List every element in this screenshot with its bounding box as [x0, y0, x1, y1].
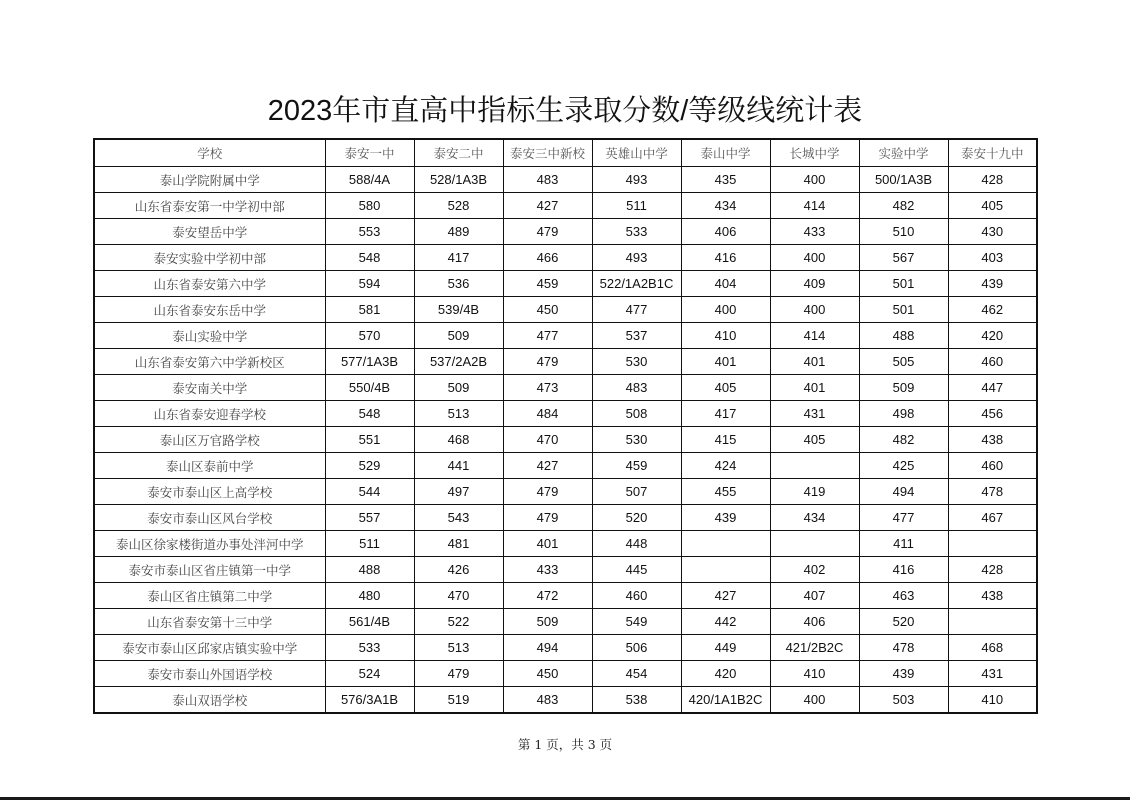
school-name-cell: 泰山双语学校 — [94, 687, 325, 714]
table-body — [94, 167, 1037, 714]
score-cell: 530 — [592, 349, 681, 375]
score-cell: 484 — [503, 401, 592, 427]
score-cell: 407 — [770, 583, 859, 609]
score-cell: 449 — [681, 635, 770, 661]
column-header-score: 泰山中学 — [681, 139, 770, 167]
score-cell: 472 — [503, 583, 592, 609]
school-name-cell: 泰安市泰山区省庄镇第一中学 — [94, 557, 325, 583]
school-name-cell: 泰安市泰山区邱家店镇实验中学 — [94, 635, 325, 661]
score-cell: 428 — [948, 557, 1037, 583]
score-cell: 549 — [592, 609, 681, 635]
score-cell: 488 — [859, 323, 948, 349]
school-name-cell: 泰山实验中学 — [94, 323, 325, 349]
table-row — [94, 635, 1037, 661]
score-cell: 400 — [681, 297, 770, 323]
score-cell: 483 — [592, 375, 681, 401]
score-cell: 459 — [503, 271, 592, 297]
column-header-score: 长城中学 — [770, 139, 859, 167]
score-cell: 528/1A3B — [414, 167, 503, 193]
score-cell: 520 — [592, 505, 681, 531]
score-cell: 479 — [503, 219, 592, 245]
score-cell: 400 — [770, 687, 859, 714]
score-cell: 553 — [325, 219, 414, 245]
score-cell: 400 — [770, 297, 859, 323]
score-cell: 551 — [325, 427, 414, 453]
table-row — [94, 193, 1037, 219]
score-cell — [948, 531, 1037, 557]
score-cell: 494 — [503, 635, 592, 661]
table-row — [94, 531, 1037, 557]
score-cell: 419 — [770, 479, 859, 505]
score-cell: 482 — [859, 427, 948, 453]
score-cell: 480 — [325, 583, 414, 609]
score-cell: 537 — [592, 323, 681, 349]
score-cell: 489 — [414, 219, 503, 245]
column-header-score: 泰安十九中 — [948, 139, 1037, 167]
score-cell: 479 — [503, 505, 592, 531]
score-cell: 431 — [948, 661, 1037, 687]
school-name-cell: 泰山区徐家楼街道办事处泮河中学 — [94, 531, 325, 557]
score-cell: 400 — [770, 245, 859, 271]
score-cell: 403 — [948, 245, 1037, 271]
score-cell: 557 — [325, 505, 414, 531]
score-cell: 414 — [770, 323, 859, 349]
score-cell: 427 — [681, 583, 770, 609]
score-cell: 433 — [503, 557, 592, 583]
table-header-row — [94, 139, 1037, 167]
score-cell: 417 — [681, 401, 770, 427]
score-cell: 427 — [503, 193, 592, 219]
school-name-cell: 山东省泰安第十三中学 — [94, 609, 325, 635]
score-cell: 468 — [414, 427, 503, 453]
school-name-cell: 泰安南关中学 — [94, 375, 325, 401]
score-cell: 548 — [325, 245, 414, 271]
score-cell: 478 — [948, 479, 1037, 505]
score-cell: 524 — [325, 661, 414, 687]
score-cell: 454 — [592, 661, 681, 687]
score-cell: 441 — [414, 453, 503, 479]
school-name-cell: 山东省泰安东岳中学 — [94, 297, 325, 323]
score-cell: 416 — [681, 245, 770, 271]
table-row — [94, 427, 1037, 453]
score-cell: 459 — [592, 453, 681, 479]
page-title: 2023年市直高中指标生录取分数/等级线统计表 — [267, 95, 863, 127]
score-cell: 450 — [503, 661, 592, 687]
score-cell: 439 — [948, 271, 1037, 297]
score-cell — [681, 531, 770, 557]
score-cell: 581 — [325, 297, 414, 323]
score-cell: 483 — [503, 687, 592, 714]
score-cell: 431 — [770, 401, 859, 427]
score-cell: 435 — [681, 167, 770, 193]
score-cell: 537/2A2B — [414, 349, 503, 375]
score-cell: 405 — [948, 193, 1037, 219]
score-cell: 479 — [503, 349, 592, 375]
score-cell: 473 — [503, 375, 592, 401]
score-cell: 539/4B — [414, 297, 503, 323]
score-cell: 477 — [592, 297, 681, 323]
score-cell — [770, 453, 859, 479]
score-cell: 481 — [414, 531, 503, 557]
score-cell: 528 — [414, 193, 503, 219]
score-cell: 511 — [592, 193, 681, 219]
table-row — [94, 245, 1037, 271]
school-name-cell: 山东省泰安迎春学校 — [94, 401, 325, 427]
score-cell: 522/1A2B1C — [592, 271, 681, 297]
table-row — [94, 453, 1037, 479]
score-cell: 410 — [681, 323, 770, 349]
score-cell: 497 — [414, 479, 503, 505]
score-cell: 509 — [859, 375, 948, 401]
score-cell: 520 — [859, 609, 948, 635]
school-name-cell: 泰山学院附属中学 — [94, 167, 325, 193]
table-row — [94, 609, 1037, 635]
score-cell: 439 — [859, 661, 948, 687]
score-cell: 404 — [681, 271, 770, 297]
score-cell: 509 — [414, 323, 503, 349]
school-name-cell: 泰山区泰前中学 — [94, 453, 325, 479]
score-cell: 543 — [414, 505, 503, 531]
score-cell: 505 — [859, 349, 948, 375]
score-cell: 420 — [948, 323, 1037, 349]
score-cell: 411 — [859, 531, 948, 557]
score-cell: 401 — [503, 531, 592, 557]
score-cell: 550/4B — [325, 375, 414, 401]
table-row — [94, 323, 1037, 349]
score-cell: 510 — [859, 219, 948, 245]
score-cell: 463 — [859, 583, 948, 609]
column-header-school: 学校 — [94, 139, 325, 167]
score-cell: 402 — [770, 557, 859, 583]
score-cell: 501 — [859, 297, 948, 323]
score-cell: 479 — [503, 479, 592, 505]
score-cell: 445 — [592, 557, 681, 583]
score-cell: 493 — [592, 245, 681, 271]
score-cell: 406 — [681, 219, 770, 245]
score-cell: 503 — [859, 687, 948, 714]
table-row — [94, 687, 1037, 714]
score-cell: 507 — [592, 479, 681, 505]
score-cell: 548 — [325, 401, 414, 427]
score-cell: 477 — [859, 505, 948, 531]
score-cell: 567 — [859, 245, 948, 271]
score-cell: 533 — [325, 635, 414, 661]
score-cell: 439 — [681, 505, 770, 531]
score-cell: 576/3A1B — [325, 687, 414, 714]
score-cell: 409 — [770, 271, 859, 297]
score-cell: 483 — [503, 167, 592, 193]
score-cell: 509 — [503, 609, 592, 635]
score-cell: 434 — [770, 505, 859, 531]
column-header-score: 实验中学 — [859, 139, 948, 167]
column-header-score: 泰安二中 — [414, 139, 503, 167]
score-cell: 493 — [592, 167, 681, 193]
score-cell: 405 — [681, 375, 770, 401]
score-cell: 494 — [859, 479, 948, 505]
admission-score-table — [93, 138, 1038, 714]
score-cell: 427 — [503, 453, 592, 479]
score-cell: 401 — [770, 349, 859, 375]
score-cell: 544 — [325, 479, 414, 505]
score-cell: 420/1A1B2C — [681, 687, 770, 714]
table-row — [94, 401, 1037, 427]
school-name-cell: 山东省泰安第六中学新校区 — [94, 349, 325, 375]
score-cell: 430 — [948, 219, 1037, 245]
page-number-footer: 第 1 页，共 3 页 — [517, 737, 613, 752]
score-cell: 577/1A3B — [325, 349, 414, 375]
school-name-cell: 泰山区万官路学校 — [94, 427, 325, 453]
column-header-score: 泰安一中 — [325, 139, 414, 167]
score-cell: 450 — [503, 297, 592, 323]
score-cell: 460 — [592, 583, 681, 609]
score-cell: 536 — [414, 271, 503, 297]
score-cell: 438 — [948, 427, 1037, 453]
table-row — [94, 219, 1037, 245]
table-row — [94, 583, 1037, 609]
score-cell: 410 — [770, 661, 859, 687]
score-cell: 414 — [770, 193, 859, 219]
school-name-cell: 泰安市泰山区风台学校 — [94, 505, 325, 531]
score-cell: 433 — [770, 219, 859, 245]
table-row — [94, 505, 1037, 531]
score-cell: 424 — [681, 453, 770, 479]
score-cell: 530 — [592, 427, 681, 453]
score-cell: 588/4A — [325, 167, 414, 193]
score-cell: 501 — [859, 271, 948, 297]
score-cell: 479 — [414, 661, 503, 687]
score-cell: 594 — [325, 271, 414, 297]
score-cell: 406 — [770, 609, 859, 635]
score-cell: 500/1A3B — [859, 167, 948, 193]
score-cell: 561/4B — [325, 609, 414, 635]
score-cell: 460 — [948, 349, 1037, 375]
score-cell: 420 — [681, 661, 770, 687]
score-cell: 425 — [859, 453, 948, 479]
score-cell: 466 — [503, 245, 592, 271]
score-cell: 570 — [325, 323, 414, 349]
score-cell: 519 — [414, 687, 503, 714]
school-name-cell: 山东省泰安第六中学 — [94, 271, 325, 297]
score-cell: 506 — [592, 635, 681, 661]
table-row — [94, 661, 1037, 687]
school-name-cell: 泰安望岳中学 — [94, 219, 325, 245]
score-cell: 488 — [325, 557, 414, 583]
score-cell: 455 — [681, 479, 770, 505]
table-row — [94, 375, 1037, 401]
school-name-cell: 泰山区省庄镇第二中学 — [94, 583, 325, 609]
score-cell: 421/2B2C — [770, 635, 859, 661]
score-cell: 410 — [948, 687, 1037, 714]
score-cell — [681, 557, 770, 583]
score-cell: 416 — [859, 557, 948, 583]
column-header-score: 泰安三中新校 — [503, 139, 592, 167]
table-row — [94, 349, 1037, 375]
score-cell: 511 — [325, 531, 414, 557]
score-cell: 513 — [414, 401, 503, 427]
score-cell: 508 — [592, 401, 681, 427]
score-cell: 470 — [414, 583, 503, 609]
score-cell: 456 — [948, 401, 1037, 427]
table-row — [94, 479, 1037, 505]
score-cell: 533 — [592, 219, 681, 245]
score-cell: 478 — [859, 635, 948, 661]
score-cell: 477 — [503, 323, 592, 349]
score-cell: 401 — [681, 349, 770, 375]
table-row — [94, 557, 1037, 583]
score-cell — [948, 609, 1037, 635]
score-cell: 438 — [948, 583, 1037, 609]
score-cell: 498 — [859, 401, 948, 427]
score-cell: 428 — [948, 167, 1037, 193]
table-row — [94, 271, 1037, 297]
score-cell: 405 — [770, 427, 859, 453]
score-cell: 513 — [414, 635, 503, 661]
score-cell: 426 — [414, 557, 503, 583]
school-name-cell: 山东省泰安第一中学初中部 — [94, 193, 325, 219]
score-cell: 482 — [859, 193, 948, 219]
column-header-score: 英雄山中学 — [592, 139, 681, 167]
score-cell: 442 — [681, 609, 770, 635]
score-cell: 529 — [325, 453, 414, 479]
school-name-cell: 泰安市泰山外国语学校 — [94, 661, 325, 687]
table-row — [94, 167, 1037, 193]
score-cell: 468 — [948, 635, 1037, 661]
score-cell: 509 — [414, 375, 503, 401]
score-cell: 460 — [948, 453, 1037, 479]
score-cell: 415 — [681, 427, 770, 453]
score-cell: 434 — [681, 193, 770, 219]
score-cell: 401 — [770, 375, 859, 401]
score-cell: 462 — [948, 297, 1037, 323]
score-cell: 400 — [770, 167, 859, 193]
score-cell: 417 — [414, 245, 503, 271]
score-cell: 448 — [592, 531, 681, 557]
score-cell: 467 — [948, 505, 1037, 531]
score-cell: 470 — [503, 427, 592, 453]
score-cell: 522 — [414, 609, 503, 635]
score-cell — [770, 531, 859, 557]
school-name-cell: 泰安市泰山区上高学校 — [94, 479, 325, 505]
score-cell: 538 — [592, 687, 681, 714]
table-row — [94, 297, 1037, 323]
score-cell: 447 — [948, 375, 1037, 401]
score-cell: 580 — [325, 193, 414, 219]
school-name-cell: 泰安实验中学初中部 — [94, 245, 325, 271]
